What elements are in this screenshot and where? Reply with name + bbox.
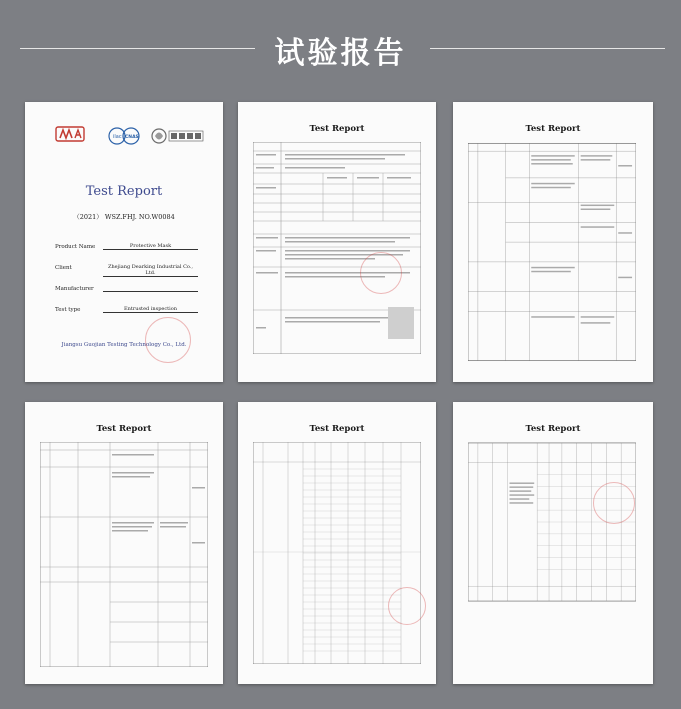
sample-photo [388, 307, 414, 339]
field-value-product: Protective Mask [103, 243, 198, 250]
report-info-page [238, 102, 436, 382]
results-table [40, 442, 208, 667]
field-value-client: Zhejiang Dearking Industrial Co., Ltd. [103, 264, 198, 277]
report-results-page-1 [453, 102, 653, 382]
cnas-logo-icon [107, 126, 143, 146]
header [0, 0, 681, 95]
seal-stamp [360, 252, 402, 294]
field-label-test-type: Test type [55, 307, 81, 313]
field-label-product: Product Name [55, 244, 96, 250]
cover-title: Test Report [85, 184, 163, 199]
testing-organization: Jiangsu Guojian Testing Technology Co., Ltd. [61, 342, 187, 348]
field-label-client: Client [55, 265, 72, 271]
report-page-title: Test Report [525, 124, 581, 134]
svg-text:ilac: ilac [113, 134, 122, 140]
field-value-test-type: Entrusted inspection [103, 306, 198, 313]
report-number: （2021） WSZ.FHJ. NO.W0084 [73, 213, 175, 221]
guojian-logo-icon [151, 126, 207, 146]
report-results-page-2 [25, 402, 223, 684]
results-table [468, 142, 636, 362]
seal-stamp [593, 482, 635, 524]
seal-stamp [145, 317, 191, 363]
field-value-manufacturer [103, 285, 198, 292]
seal-stamp [388, 587, 426, 625]
report-results-page-4 [453, 402, 653, 684]
field-label-manufacturer: Manufacturer [55, 286, 94, 292]
report-page-title: Test Report [309, 424, 365, 434]
certification-logos [55, 126, 205, 148]
report-results-page-3 [238, 402, 436, 684]
svg-text:CNAS: CNAS [125, 135, 139, 140]
report-page-title: Test Report [309, 124, 365, 134]
page-title: 试验报告 [274, 36, 407, 71]
measurement-table [253, 442, 421, 664]
report-page-title: Test Report [96, 424, 152, 434]
report-page-title: Test Report [525, 424, 581, 434]
report-cover-page [25, 102, 223, 382]
header-rule-right [430, 48, 665, 49]
cma-logo-icon [55, 126, 85, 146]
